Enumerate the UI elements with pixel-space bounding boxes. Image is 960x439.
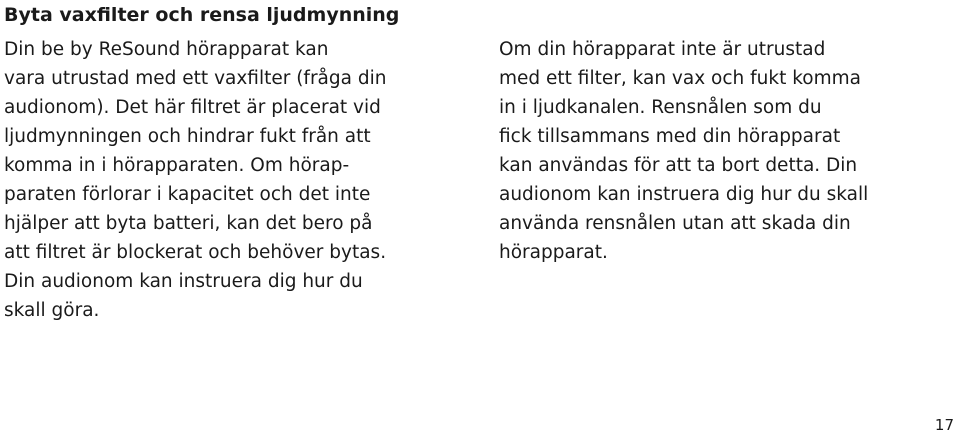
left-text-column <box>4 35 386 325</box>
text-line: fick tillsammans med din hörapparat <box>499 126 841 147</box>
text-line: Din be by ReSound hörapparat kan <box>4 39 329 60</box>
text-line: paraten förlorar i kapacitet och det inte <box>4 184 371 205</box>
text-line: hörapparat. <box>499 242 608 263</box>
text-line: ljudmynningen och hindrar fukt från att <box>4 126 371 147</box>
page-number: 17 <box>934 416 954 434</box>
section-heading: Byta vaxfilter och rensa ljudmynning <box>4 4 400 26</box>
text-line: komma in i hörapparaten. Om hörap- <box>4 155 350 176</box>
text-line: Din audionom kan instruera dig hur du <box>4 271 363 292</box>
text-line: med ett filter, kan vax och fukt komma <box>499 68 861 89</box>
text-line: använda rensnålen utan att skada din <box>499 213 851 234</box>
text-line: in i ljudkanalen. Rensnålen som du <box>499 97 822 118</box>
text-line: Om din hörapparat inte är utrustad <box>499 39 826 60</box>
text-line: vara utrustad med ett vaxfilter (fråga din <box>4 68 387 89</box>
text-line: att filtret är blockerat och behöver bytas. <box>4 242 387 263</box>
text-line: audionom kan instruera dig hur du skall <box>499 184 869 205</box>
text-line: skall göra. <box>4 300 100 321</box>
right-text-column <box>499 35 868 267</box>
text-line: audionom). Det här filtret är placerat vid <box>4 97 381 118</box>
text-line: hjälper att byta batteri, kan det bero på <box>4 213 373 234</box>
text-line: kan användas för att ta bort detta. Din <box>499 155 858 176</box>
